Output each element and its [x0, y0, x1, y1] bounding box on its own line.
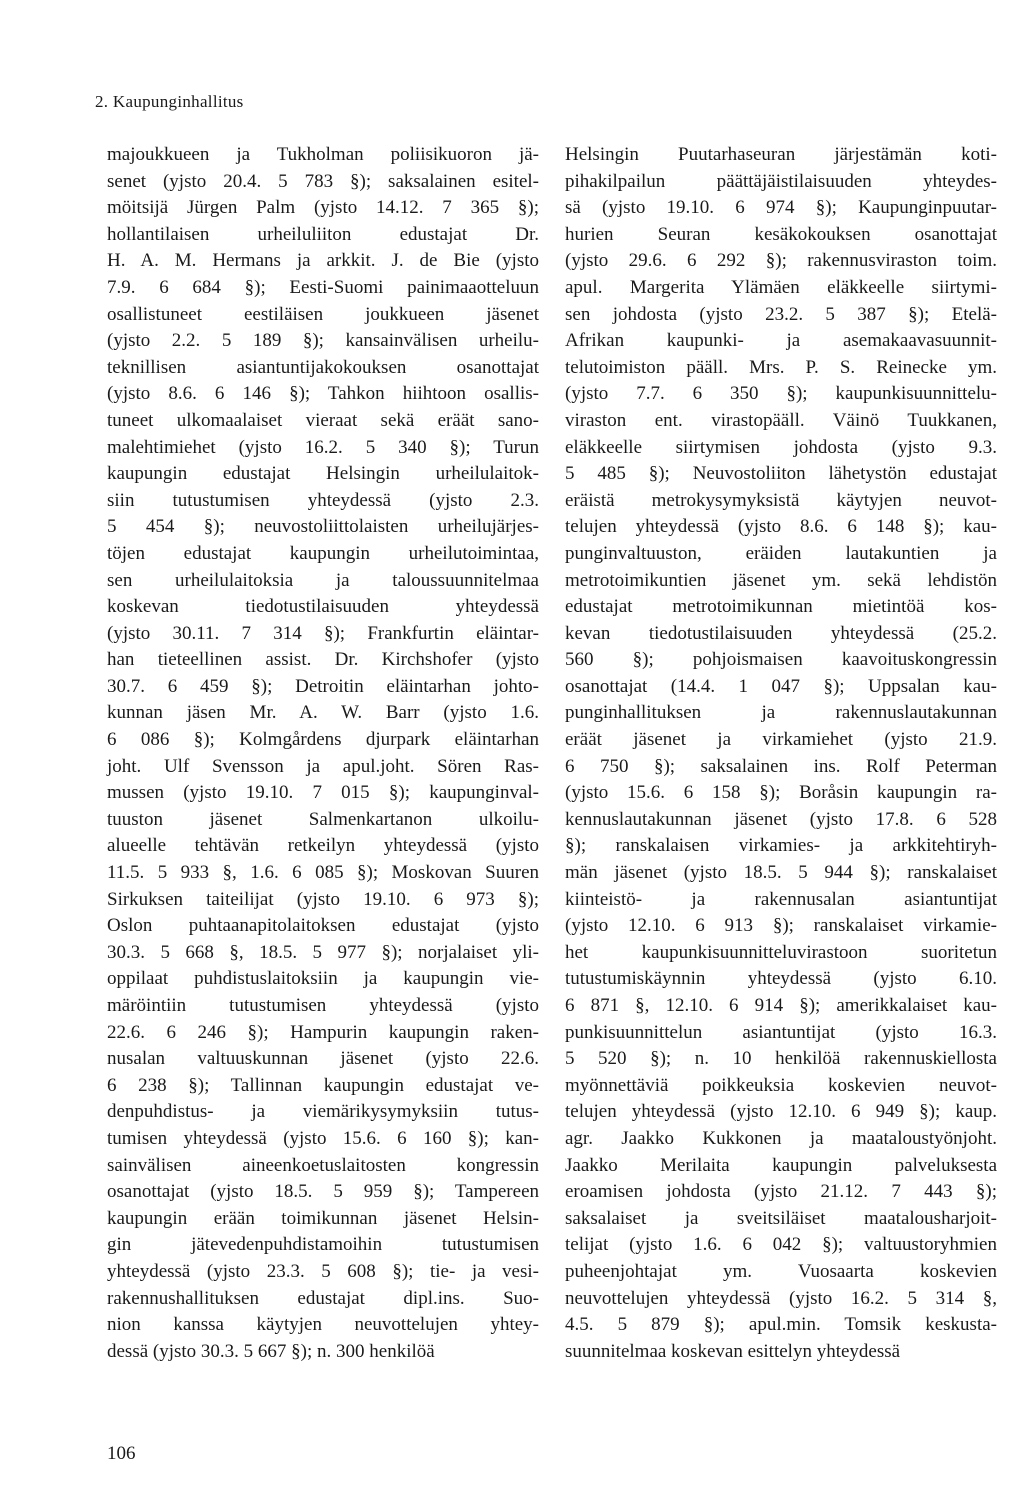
text-line: myönnettäviä poikkeuksia koskevien neuvot-	[565, 1074, 997, 1096]
text-line: mussen (yjsto 19.10. 7 015 §); kaupunginval-	[107, 782, 539, 804]
text-line: (yjsto 15.6. 6 158 §); Boråsin kaupungin ra-	[565, 782, 997, 804]
text-line: het kaupunkisuunnitteluvirastoon suoritetun	[565, 941, 997, 963]
text-line: sainvälisen aineenkoetuslaitosten kongressin	[107, 1154, 539, 1176]
text-line: hurien Seuran kesäkokouksen osanottajat	[565, 223, 997, 245]
text-line: 5 454 §); neuvostoliittolaisten urheilujärjes-	[107, 516, 539, 538]
text-line: osanottajat (14.4. 1 047 §); Uppsalan kau-	[565, 675, 997, 697]
text-line: 7.9. 6 684 §); Eesti-Suomi painimaaotteluun	[107, 276, 539, 298]
text-column-right	[565, 142, 997, 1365]
text-line: 30.7. 6 459 §); Detroitin eläintarhan johto-	[107, 675, 539, 697]
text-line: Oslon puhtaanapitolaitoksen edustajat (yjsto	[107, 915, 539, 937]
text-line: töjen edustajat kaupungin urheilutoimintaa,	[107, 542, 539, 564]
text-line: viraston ent. virastopääll. Väinö Tuukkanen,	[565, 409, 997, 431]
text-line: yhteydessä (yjsto 23.3. 5 608 §); tie- ja vesi-	[107, 1260, 539, 1282]
text-line: Afrikan kaupunki- ja asemakaavasuunnit-	[565, 330, 997, 352]
page-number: 106	[107, 1443, 136, 1464]
text-line: kunnan jäsen Mr. A. W. Barr (yjsto 1.6.	[107, 702, 539, 724]
text-line: (yjsto 30.11. 7 314 §); Frankfurtin eläintar-	[107, 622, 539, 644]
text-line: 30.3. 5 668 §, 18.5. 5 977 §); norjalaiset yli-	[107, 941, 539, 963]
text-line: sen johdosta (yjsto 23.2. 5 387 §); Etelä-	[565, 303, 997, 325]
text-line: kaupungin edustajat Helsingin urheilulaitok-	[107, 463, 539, 485]
text-line: 560 §); pohjoismaisen kaavoituskongressin	[565, 649, 997, 671]
text-line: kevan tiedotustilaisuuden yhteydessä (25.2.	[565, 622, 997, 644]
text-line: 4.5. 5 879 §); apul.min. Tomsik keskusta-	[565, 1314, 997, 1336]
text-line: tuneet ulkomaalaiset vieraat sekä eräät sano-	[107, 409, 539, 431]
text-line: suunnitelmaa koskevan esittelyn yhteydessä	[565, 1340, 901, 1362]
text-line: 5 520 §); n. 10 henkilöä rakennuskiellosta	[565, 1048, 997, 1070]
text-line: 6 871 §, 12.10. 6 914 §); amerikkalaiset kau-	[565, 995, 997, 1016]
text-line: (yjsto 8.6. 6 146 §); Tahkon hiihtoon osallis-	[107, 383, 539, 405]
text-line: nusalan valtuuskunnan jäsenet (yjsto 22.6.	[107, 1048, 539, 1070]
text-line: 11.5. 5 933 §, 1.6. 6 085 §); Moskovan Suuren	[107, 862, 539, 884]
text-line: sä (yjsto 19.10. 6 974 §); Kaupunginpuutar-	[565, 197, 997, 219]
text-line: eräistä metrokysymyksistä käytyjen neuvot-	[565, 489, 997, 511]
text-line: dessä (yjsto 30.3. 5 667 §); n. 300 henkilöä	[107, 1340, 435, 1362]
text-line: möitsijä Jürgen Palm (yjsto 14.12. 7 365 §);	[107, 197, 539, 219]
text-line: telijat (yjsto 1.6. 6 042 §); valtuustoryhmien	[565, 1234, 997, 1256]
text-line: kaupungin erään toimikunnan jäsenet Helsin-	[107, 1207, 539, 1229]
text-line: H. A. M. Hermans ja arkkit. J. de Bie (yjsto	[107, 250, 539, 272]
text-line: §); ranskalaisen virkamies- ja arkkitehtiryh-	[565, 835, 997, 857]
text-line: Sirkuksen taiteilijat (yjsto 19.10. 6 973 §);	[107, 888, 539, 910]
text-line: neuvottelujen yhteydessä (yjsto 16.2. 5 314 §,	[565, 1287, 997, 1309]
text-line: senet (yjsto 20.4. 5 783 §); saksalainen esitel-	[107, 170, 539, 192]
text-line: 22.6. 6 246 §); Hampurin kaupungin raken-	[107, 1021, 539, 1043]
text-line: punginhallituksen ja rakennuslautakunnan	[565, 702, 997, 724]
text-line: teknillisen asiantuntijakokouksen osanottajat	[107, 356, 539, 378]
text-line: han tieteellinen assist. Dr. Kirchshofer (yjsto	[107, 649, 539, 671]
text-line: kiinteistö- ja rakennusalan asiantuntijat	[565, 888, 997, 910]
text-line: eroamisen johdosta (yjsto 21.12. 7 443 §);	[565, 1181, 997, 1203]
text-line: 6 750 §); saksalainen ins. Rolf Peterman	[565, 755, 997, 777]
text-line: koskevan tiedotustilaisuuden yhteydessä	[107, 596, 539, 618]
text-line: 6 086 §); Kolmgårdens djurpark eläintarhan	[107, 729, 539, 751]
text-line: (yjsto 29.6. 6 292 §); rakennusviraston toim.	[565, 250, 997, 272]
text-line: Jaakko Merilaita kaupungin palveluksesta	[565, 1154, 997, 1176]
text-line: telujen yhteydessä (yjsto 12.10. 6 949 §); kaup.	[565, 1101, 997, 1123]
text-line: pihakilpailun päättäjäistilaisuuden yhteydes-	[565, 170, 997, 192]
text-line: (yjsto 2.2. 5 189 §); kansainvälisen urheilu-	[107, 330, 539, 352]
text-line: telutoimiston pääll. Mrs. P. S. Reinecke ym.	[565, 356, 997, 378]
text-line: nion kanssa käytyjen neuvottelujen yhtey-	[107, 1314, 539, 1336]
text-line: eläkkeelle siirtymisen johdosta (yjsto 9.3.	[565, 436, 997, 458]
text-line: (yjsto 7.7. 6 350 §); kaupunkisuunnittelu-	[565, 383, 997, 405]
text-line: joht. Ulf Svensson ja apul.joht. Sören Ras-	[107, 755, 539, 777]
text-line: edustajat metrotoimikunnan mietintöä kos-	[565, 596, 997, 618]
text-line: (yjsto 12.10. 6 913 §); ranskalaiset virkamie-	[565, 915, 997, 937]
text-line: denpuhdistus- ja viemärikysymyksiin tutus-	[107, 1101, 539, 1123]
text-line: sen urheilulaitoksia ja taloussuunnitelmaa	[107, 569, 539, 591]
text-line: märöintiin tutustumisen yhteydessä (yjsto	[107, 995, 539, 1016]
text-line: malehtimiehet (yjsto 16.2. 5 340 §); Turun	[107, 436, 539, 458]
text-line: hollantilaisen urheiluliiton edustajat Dr.	[107, 223, 539, 245]
text-line: apul. Margerita Ylämäen eläkkeelle siirtymi-	[565, 276, 997, 298]
text-line: metrotoimikuntien jäsenet ym. sekä lehdistön	[565, 569, 997, 591]
running-head: 2. Kaupunginhallitus	[95, 92, 244, 111]
text-line: majoukkueen ja Tukholman poliisikuoron jä-	[107, 144, 539, 165]
text-line: eräät jäsenet ja virkamiehet (yjsto 21.9.	[565, 729, 997, 751]
text-line: punginvaltuuston, eräiden lautakuntien ja	[565, 542, 997, 564]
text-line: 6 238 §); Tallinnan kaupungin edustajat ve-	[107, 1074, 539, 1096]
text-line: tumisen yhteydessä (yjsto 15.6. 6 160 §); kan-	[107, 1127, 539, 1149]
text-line: Helsingin Puutarhaseuran järjestämän koti-	[565, 144, 997, 165]
text-line: gin jätevedenpuhdistamoihin tutustumisen	[107, 1234, 539, 1256]
text-line: rakennushallituksen edustajat dipl.ins. Suo-	[107, 1287, 539, 1309]
text-line: puheenjohtajat ym. Vuosaarta koskevien	[565, 1260, 997, 1282]
text-line: män jäsenet (yjsto 18.5. 5 944 §); ranskalaiset	[565, 862, 997, 884]
text-line: tuuston jäsenet Salmenkartanon ulkoilu-	[107, 808, 539, 830]
text-line: telujen yhteydessä (yjsto 8.6. 6 148 §); kau-	[565, 516, 997, 538]
text-column-left	[107, 142, 539, 1365]
text-line: kennuslautakunnan jäsenet (yjsto 17.8. 6 528	[565, 808, 997, 830]
text-line: oppilaat puhdistuslaitoksiin ja kaupungin vie-	[107, 968, 539, 990]
text-line: saksalaiset ja sveitsiläiset maatalousharjoit-	[565, 1207, 997, 1229]
text-line: tutustumiskäynnin yhteydessä (yjsto 6.10.	[565, 968, 997, 990]
text-line: agr. Jaakko Kukkonen ja maataloustyönjoht.	[565, 1127, 997, 1149]
text-line: 5 485 §); Neuvostoliiton lähetystön edustajat	[565, 463, 997, 485]
text-line: siin tutustumisen yhteydessä (yjsto 2.3.	[107, 489, 539, 511]
text-line: punkisuunnittelun asiantuntijat (yjsto 16.3.	[565, 1021, 997, 1043]
text-line: osallistuneet eestiläisen joukkueen jäsenet	[107, 303, 539, 325]
text-line: osanottajat (yjsto 18.5. 5 959 §); Tampereen	[107, 1181, 539, 1203]
text-line: alueelle tehtävän retkeilyn yhteydessä (yjsto	[107, 835, 539, 857]
